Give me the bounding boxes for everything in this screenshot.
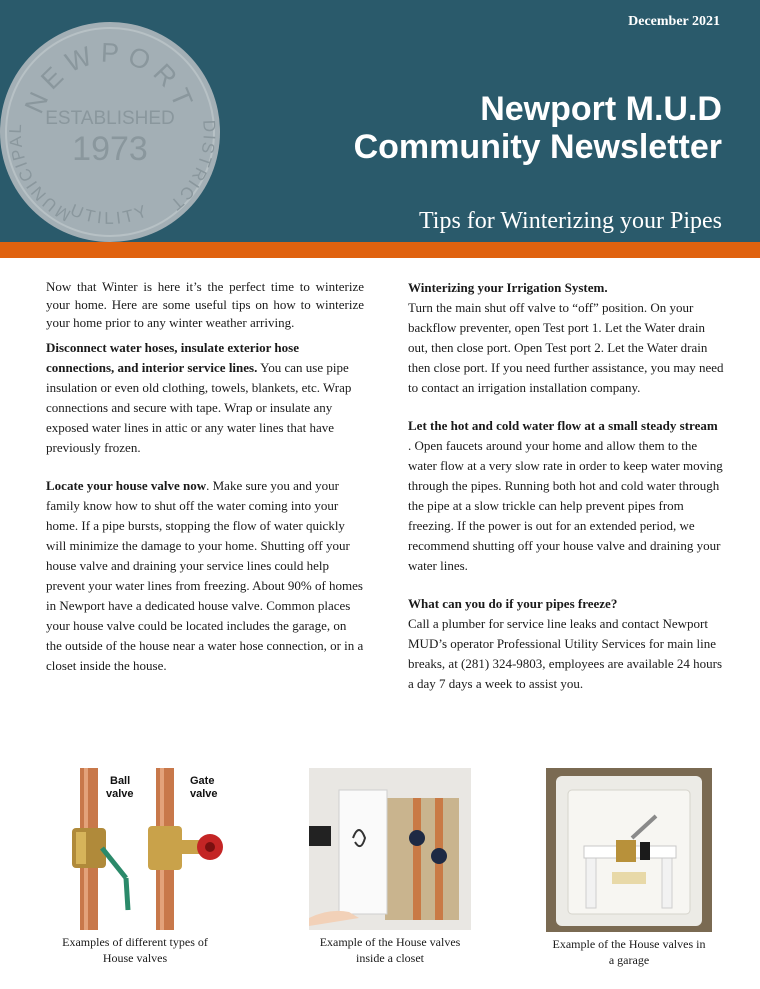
title-line-2: Community Newsletter: [353, 128, 722, 166]
newsletter-subtitle: Tips for Winterizing your Pipes: [418, 208, 722, 234]
tip-body: You can use pipe insulation or even old clothing, towels, blankets, etc. Wrap connections and secure with tape. Wrap or insulate any exposed water lines in attic or any water lines that have previously frozen.: [46, 360, 352, 455]
newport-mud-seal: [0, 22, 220, 242]
tip-disconnect-hoses: [46, 338, 364, 458]
seal-established: ESTABLISHED: [45, 108, 175, 129]
tip-heading: Winterizing your Irrigation System.: [408, 280, 608, 295]
tip-frozen-pipes: [408, 594, 724, 694]
ball-valve-label-2: valve: [106, 788, 134, 800]
seal-bottom-text: UTILITY: [67, 200, 153, 228]
tip-body: Turn the main shut off valve to “off” position. On your backflow preventer, open Test port 1. Let the Water drain out, then close port. Open Test port 2. Let the Water drain then close port. If you need further assistance, you may need to contact an irrigation installation company.: [408, 300, 724, 395]
tip-heading: Locate your house valve now: [46, 478, 207, 493]
gate-valve-label-1: Gate: [190, 775, 215, 787]
caption-line: Example of the House valves in: [552, 937, 706, 951]
issue-date: December 2021: [628, 14, 720, 29]
caption-line: Example of the House valves: [319, 935, 461, 949]
figure-caption: [30, 934, 240, 966]
tip-locate-house-valve: [46, 476, 364, 676]
seal-left-text: MUNICIPAL: [5, 121, 74, 225]
tip-heading: Let the hot and cold water flow at a small steady stream: [408, 418, 718, 433]
seal-year: 1973: [72, 130, 148, 168]
figure-valve-types: [30, 768, 240, 966]
closet-valve-image: [309, 768, 471, 930]
tip-irrigation: [408, 278, 724, 398]
right-column: [408, 278, 724, 712]
tip-water-flow: [408, 416, 724, 576]
valve-types-image: [40, 768, 230, 930]
seal-graphic: [0, 22, 220, 242]
seal-right-text: DISTRICT: [165, 119, 219, 215]
left-column: [46, 278, 364, 694]
intro-paragraph: Now that Winter is here it’s the perfect time to winterize your home. Here are some useful tips on how to winterize your home prior to any winter weather arriving.: [46, 279, 364, 330]
newsletter-header: [0, 0, 760, 242]
figure-caption: [530, 936, 728, 968]
caption-line: a garage: [608, 953, 650, 967]
caption-line: House valves: [102, 951, 168, 965]
title-line-1: Newport M.U.D: [480, 90, 722, 128]
figure-caption: [300, 934, 480, 966]
ball-valve-label-1: Ball: [110, 775, 131, 787]
figure-closet-valve: [300, 768, 480, 966]
figure-garage-valve: [530, 768, 728, 968]
accent-divider: [0, 242, 760, 258]
gate-valve-label-2: valve: [190, 788, 218, 800]
tip-heading: What can you do if your pipes freeze?: [408, 596, 618, 611]
caption-line: inside a closet: [356, 951, 424, 965]
tip-body: . Open faucets around your home and allow them to the water flow at a very slow rate in order to keep water moving through the pipes. Running both hot and cold water through the pipe at a slow trickle can help prevent pipes from freezing. If the power is out for an extended period, we recommend shutting off your house valve and draining your water lines.: [408, 438, 723, 573]
tip-body: Call a plumber for service line leaks and contact Newport MUD’s operator Professional Utility Services for main line breaks, at (281) 324-9803, employees are available 24 hours a day 7 days a week to assist you.: [408, 616, 723, 691]
newsletter-title: [354, 90, 722, 166]
seal-top-text: NEWPORT: [18, 37, 202, 118]
caption-line: Examples of different types of: [62, 935, 208, 949]
tip-body: . Make sure you and your family know how to shut off the water coming into your home. If a pipe bursts, stopping the flow of water quickly will minimize the damage to your home. Shutting off your house valve and draining your service lines could help prevent your water lines from freezing. About 90% of homes in Newport have a dedicated house valve. Common places your house valve could be located includes the garage, on the outside of the house near a water hose connection, or in a closet inside the house.: [46, 478, 364, 673]
garage-valve-image: [546, 768, 712, 932]
tip-heading: Disconnect water hoses, insulate exterior hose connections, and interior service lines.: [46, 340, 299, 375]
